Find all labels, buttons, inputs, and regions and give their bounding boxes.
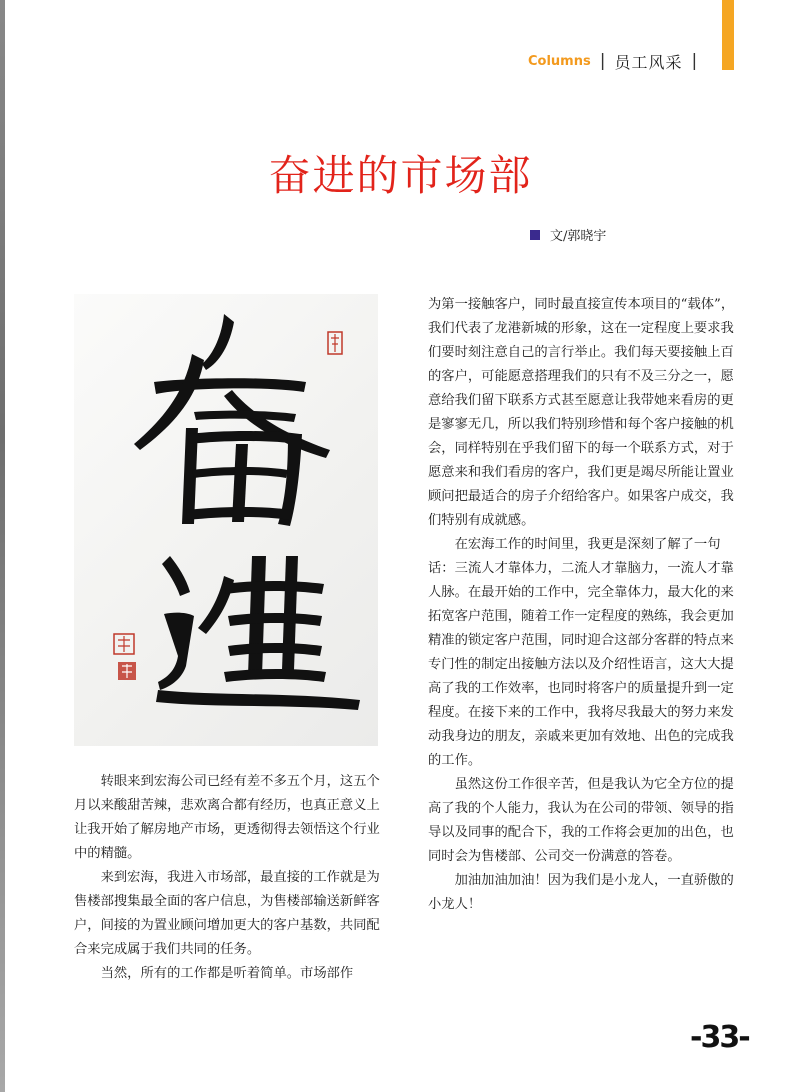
calligraphy-brush-icon bbox=[74, 294, 378, 746]
paragraph: 虽然这份工作很辛苦，但是我认为它全方位的提高了我的个人能力，我认为在公司的带领、领导的指导以及同事的配合下，我的工作将会更加的出色，也同时会为售楼部、公司交一份满意的答卷。 bbox=[428, 777, 734, 864]
paragraph: 加油加油加油！因为我们是小龙人，一直骄傲的小龙人！ bbox=[428, 873, 734, 912]
paragraph: 转眼来到宏海公司已经有差不多五个月，这五个月以来酸甜苦辣，悲欢离合都有经历，也真正意义上让我开始了解房地产市场，更透彻得去领悟这个行业中的精髓。 bbox=[74, 774, 380, 861]
section-label-en: Columns bbox=[528, 53, 591, 69]
paragraph-continued: 为第一接触客户，同时最直接宣传本项目的“载体”，我们代表了龙港新城的形象，这在一定程度上要求我们要时刻注意自己的言行举止。我们每天要接触上百的客户，可能愿意搭理我们的只有不及三分之一，愿意给我们留下联系方式甚至愿意让我带她来看房的更是寥寥无几，所以我们特别珍惜和每个客户接触的机会，同样特别在乎我们留下的每一个联系方式，对于愿意来和我们看房的客户，我们更是竭尽所能让置业顾问把最适合的房子介绍给客户。如果客户成交，我们特别有成就感。 bbox=[428, 297, 735, 528]
article-left-column bbox=[74, 770, 386, 986]
section-header bbox=[528, 46, 706, 76]
header-accent-bar bbox=[722, 0, 734, 70]
article-byline bbox=[530, 225, 606, 244]
paragraph: 在宏海工作的时间里，我更是深刻了解了一句话：三流人才靠体力，二流人才靠脑力，一流人才靠人脉。在最开始的工作中，完全靠体力，最大化的来拓宽客户范围，随着工作一定程度的熟练，我会更加精准的锁定客户范围，同时迎合这部分客群的特点来专门性的制定出接触方法以及介绍性语言，这大大提高了我的工作效率，也同时将客户的质量提升到一定程度。在接下来的工作中，我将尽我最大的努力来发动我身边的朋友，亲戚来更加有效地、出色的完成我的工作。 bbox=[428, 537, 734, 768]
header-separator: | bbox=[599, 51, 606, 71]
paragraph: 来到宏海，我进入市场部，最直接的工作就是为售楼部搜集最全面的客户信息，为售楼部输送新鲜客户，间接的为置业顾问增加更大的客户基数，共同配合来完成属于我们共同的任务。 bbox=[74, 870, 380, 957]
calligraphy-artwork bbox=[74, 294, 378, 746]
header-separator-end: | bbox=[691, 51, 698, 71]
paragraph: 当然，所有的工作都是听着简单。市场部作 bbox=[100, 966, 354, 981]
article-right-column bbox=[428, 293, 742, 917]
byline-author: 文/郭晓宇 bbox=[550, 229, 607, 244]
byline-square-icon bbox=[530, 230, 540, 240]
article-title: 奋进的市场部 bbox=[268, 151, 533, 200]
page-number: -33- bbox=[690, 1020, 749, 1055]
section-label-zh: 员工风采 bbox=[614, 52, 683, 72]
